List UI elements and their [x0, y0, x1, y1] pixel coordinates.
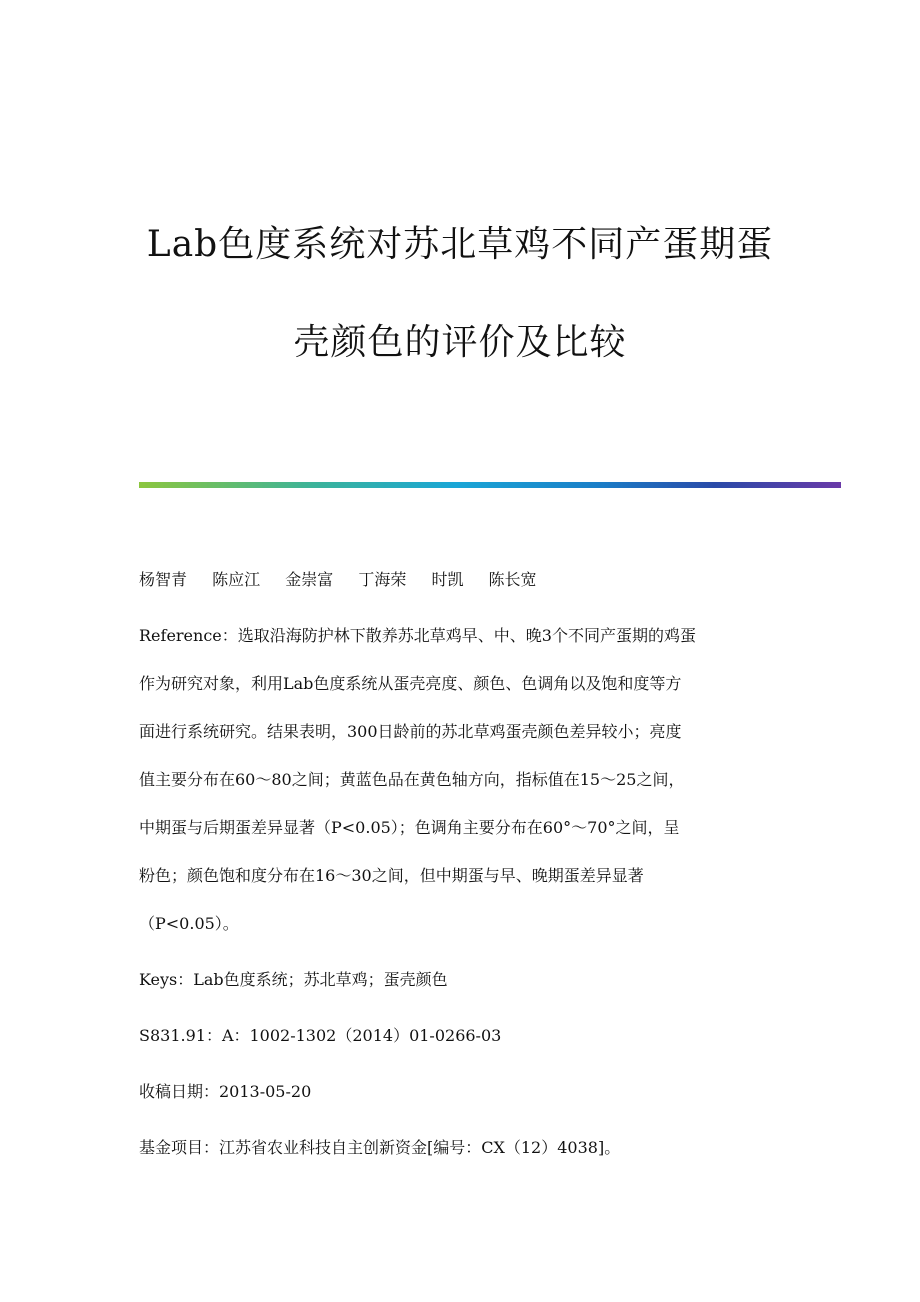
author: 陈应江 — [212, 570, 261, 589]
abstract-line: 面进行系统研究。结果表明，300日龄前的苏北草鸡蛋壳颜色差异较小；亮度 — [139, 722, 682, 741]
author: 时凯 — [431, 570, 464, 589]
abstract-line: （P<0.05）。 — [139, 914, 239, 933]
gradient-divider — [139, 482, 841, 488]
author: 杨智青 — [139, 570, 188, 589]
author: 金崇富 — [285, 570, 334, 589]
abstract-line: 值主要分布在60～80之间；黄蓝色品在黄色轴方向，指标值在15～25之间， — [139, 770, 685, 789]
abstract-line: 作为研究对象，利用Lab色度系统从蛋壳亮度、颜色、色调角以及饱和度等方 — [139, 674, 682, 693]
keywords: Keys：Lab色度系统；苏北草鸡；蛋壳颜色 — [139, 970, 448, 989]
abstract-line: 中期蛋与后期蛋差异显著（P<0.05）；色调角主要分布在60°～70°之间，呈 — [139, 818, 680, 837]
fund-info: 基金项目：江苏省农业科技自主创新资金[编号：CX（12）4038]。 — [139, 1138, 621, 1157]
received-date: 收稿日期：2013-05-20 — [139, 1082, 312, 1101]
classification-code: S831.91：A：1002-1302（2014）01-0266-03 — [139, 1026, 502, 1045]
title-line-1: Lab色度系统对苏北草鸡不同产蛋期蛋 — [146, 224, 774, 265]
author: 丁海荣 — [358, 570, 407, 589]
abstract-line: Reference：选取沿海防护林下散养苏北草鸡早、中、晚3个不同产蛋期的鸡蛋 — [139, 626, 696, 645]
abstract-line: 粉色；颜色饱和度分布在16～30之间，但中期蛋与早、晚期蛋差异显著 — [139, 866, 644, 885]
author-list — [139, 568, 789, 592]
title-line-2: 壳颜色的评价及比较 — [293, 322, 627, 363]
author: 陈长宽 — [488, 570, 537, 589]
